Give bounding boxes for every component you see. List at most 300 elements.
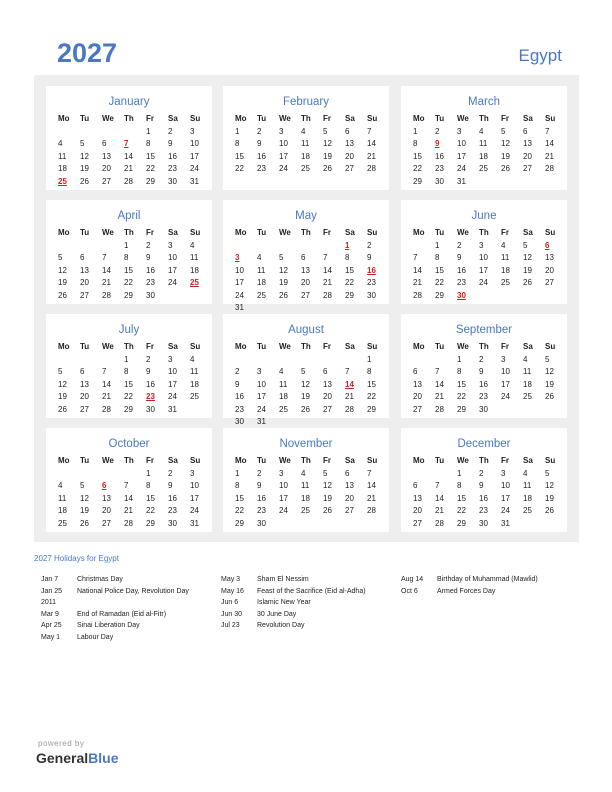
day: 19 — [279, 278, 288, 287]
month-march — [401, 86, 567, 190]
day: 13 — [323, 379, 332, 389]
weekday-label: Tu — [80, 228, 90, 237]
weekday-label: Mo — [58, 114, 70, 123]
day: 7 — [102, 367, 107, 376]
day: 16 — [479, 379, 488, 389]
weekday-label: Tu — [257, 114, 267, 123]
empty-cell — [78, 468, 100, 481]
day: 3 — [190, 468, 195, 478]
day: 3 — [501, 354, 506, 364]
day: 26 — [523, 278, 532, 287]
day: 24 — [190, 164, 199, 173]
weekday-label: Mo — [58, 456, 70, 465]
weekday-label: Th — [301, 342, 311, 351]
day: 22 — [435, 278, 444, 287]
weekday-label: Su — [545, 342, 556, 351]
day: 6 — [413, 481, 418, 490]
day: 22 — [235, 506, 244, 515]
day: 4 — [58, 481, 63, 490]
day: 26 — [80, 518, 89, 528]
day: 3 — [457, 126, 462, 136]
day: 13 — [413, 493, 422, 503]
holiday-day: 6 — [545, 240, 550, 250]
day: 5 — [58, 367, 63, 376]
day: 9 — [146, 253, 151, 262]
month-october — [46, 428, 212, 532]
day: 16 — [479, 493, 488, 503]
day: 27 — [545, 278, 554, 287]
day: 27 — [523, 164, 532, 173]
weekday-label: Sa — [345, 456, 355, 465]
day: 20 — [80, 278, 89, 287]
day: 20 — [80, 392, 89, 401]
holiday-day: 14 — [345, 379, 354, 389]
day: 18 — [523, 493, 532, 503]
day: 28 — [124, 176, 133, 186]
day: 16 — [257, 493, 266, 503]
day: 11 — [523, 367, 532, 376]
empty-cell — [122, 126, 144, 139]
day: 20 — [345, 493, 354, 503]
day: 17 — [190, 493, 199, 503]
weekday-label: Th — [124, 228, 134, 237]
weekday-label: Sa — [523, 114, 533, 123]
day: 26 — [323, 164, 332, 173]
day: 7 — [102, 253, 107, 262]
empty-cell — [100, 240, 122, 253]
day: 10 — [501, 481, 510, 490]
weekday-label: Tu — [435, 228, 445, 237]
day: 21 — [367, 493, 376, 503]
day: 27 — [102, 518, 111, 528]
holiday-row — [401, 586, 538, 598]
holiday-day: 1 — [345, 240, 350, 250]
day: 11 — [190, 367, 199, 376]
day: 14 — [367, 481, 376, 490]
day: 7 — [345, 367, 350, 376]
weekday-label: Tu — [257, 456, 267, 465]
day: 5 — [323, 126, 328, 136]
day: 20 — [323, 392, 332, 401]
day: 3 — [190, 126, 195, 136]
day: 18 — [257, 278, 266, 287]
day: 3 — [279, 126, 284, 136]
day: 8 — [367, 367, 372, 376]
day: 13 — [102, 493, 111, 503]
weekday-label: Mo — [235, 114, 247, 123]
day: 18 — [190, 379, 199, 389]
day: 3 — [501, 468, 506, 478]
day: 23 — [479, 392, 488, 401]
day: 9 — [257, 481, 262, 490]
day: 26 — [58, 404, 67, 414]
day: 15 — [345, 265, 354, 275]
day: 18 — [279, 392, 288, 401]
day: 7 — [323, 253, 328, 262]
weekday-label: Tu — [80, 456, 90, 465]
day: 2 — [479, 354, 484, 364]
weekday-label: Fr — [501, 342, 509, 351]
day: 17 — [168, 265, 177, 275]
holiday-name: Sham El Nessim — [257, 576, 309, 583]
day: 22 — [146, 164, 155, 173]
day: 8 — [457, 367, 462, 376]
weekday-label: Tu — [257, 228, 267, 237]
holiday-date: Jan 7 — [41, 576, 59, 583]
day: 1 — [413, 126, 418, 136]
weekday-label: We — [102, 228, 114, 237]
day: 18 — [501, 265, 510, 275]
holiday-date: Jan 25 — [41, 587, 63, 595]
day: 5 — [80, 139, 85, 148]
day: 25 — [58, 518, 67, 528]
day: 30 — [257, 518, 266, 528]
day: 15 — [235, 493, 244, 503]
day: 11 — [58, 493, 67, 503]
calendar-panel — [34, 75, 579, 542]
holiday-day: 23 — [146, 392, 155, 401]
month-january — [46, 86, 212, 190]
day: 23 — [435, 164, 444, 173]
day: 6 — [345, 468, 350, 478]
month-grid — [233, 227, 387, 315]
weekday-label: Tu — [80, 342, 90, 351]
day: 6 — [301, 253, 306, 262]
day: 2 — [146, 354, 151, 364]
month-name: May — [295, 210, 317, 222]
day: 6 — [323, 367, 328, 376]
day: 19 — [301, 392, 310, 401]
day: 12 — [545, 481, 554, 490]
weekday-label: Sa — [168, 456, 178, 465]
day: 15 — [146, 151, 155, 161]
day: 16 — [168, 151, 177, 161]
day: 13 — [301, 265, 310, 275]
day: 17 — [279, 493, 288, 503]
day: 1 — [235, 126, 240, 136]
day: 2 — [257, 468, 262, 478]
weekday-label: Sa — [168, 342, 178, 351]
day: 20 — [413, 392, 422, 401]
day: 7 — [367, 126, 372, 136]
month-grid — [56, 341, 210, 416]
day: 4 — [501, 240, 506, 250]
day: 24 — [279, 164, 288, 173]
day: 4 — [279, 367, 284, 376]
day: 16 — [235, 392, 244, 401]
holidays-title: 2027 Holidays for Egypt — [34, 554, 119, 563]
day: 21 — [102, 278, 111, 287]
weekday-label: Th — [124, 456, 134, 465]
day: 24 — [235, 290, 244, 300]
weekday-label: Su — [190, 342, 201, 351]
day: 22 — [124, 392, 133, 401]
weekday-label: We — [279, 228, 291, 237]
day: 19 — [545, 379, 554, 389]
empty-cell — [56, 468, 78, 481]
month-name: November — [279, 438, 333, 450]
day: 19 — [323, 151, 332, 161]
month-june — [401, 200, 567, 304]
weekday-label: Mo — [413, 342, 425, 351]
weekday-label: Fr — [146, 342, 154, 351]
holiday-column-2 — [221, 574, 366, 632]
weekday-label: Th — [479, 114, 489, 123]
holiday-row — [221, 597, 366, 609]
day: 1 — [124, 354, 129, 364]
day: 29 — [235, 518, 244, 528]
day: 2 — [168, 468, 173, 478]
day: 10 — [479, 253, 488, 262]
weekday-label: Sa — [345, 114, 355, 123]
day: 14 — [413, 265, 422, 275]
day: 11 — [279, 379, 288, 389]
logo-text-general: General — [36, 750, 89, 766]
day: 19 — [523, 265, 532, 275]
day: 3 — [279, 468, 284, 478]
day: 17 — [235, 278, 244, 287]
day: 14 — [435, 493, 444, 503]
day: 20 — [545, 265, 554, 275]
day: 9 — [146, 367, 151, 376]
day: 14 — [124, 151, 133, 161]
day: 1 — [146, 126, 151, 136]
day: 10 — [190, 139, 199, 148]
day: 28 — [345, 404, 354, 414]
day: 16 — [168, 493, 177, 503]
day: 29 — [435, 290, 444, 300]
day: 17 — [168, 379, 177, 389]
day: 22 — [345, 278, 354, 287]
day: 15 — [457, 379, 466, 389]
month-name: March — [468, 96, 500, 108]
day: 30 — [146, 404, 155, 414]
day: 20 — [523, 151, 532, 161]
day: 8 — [235, 481, 240, 490]
weekday-label: Sa — [523, 342, 533, 351]
day: 2 — [457, 240, 462, 250]
holiday-date: Oct 6 — [401, 587, 418, 595]
day: 2 — [435, 126, 440, 136]
day: 27 — [413, 404, 422, 414]
weekday-label: Th — [301, 114, 311, 123]
weekday-label: Th — [124, 342, 134, 351]
day: 26 — [545, 506, 554, 515]
holiday-day: 9 — [435, 139, 440, 148]
empty-cell — [277, 240, 299, 253]
day: 25 — [523, 506, 532, 515]
holiday-row — [41, 597, 189, 609]
day: 10 — [501, 367, 510, 376]
holiday-row — [221, 620, 366, 632]
day: 15 — [124, 379, 133, 389]
holiday-date: Apr 25 — [41, 622, 62, 630]
day: 16 — [457, 265, 466, 275]
day: 23 — [235, 404, 244, 414]
holiday-name: Revolution Day — [257, 622, 305, 630]
empty-cell — [411, 240, 433, 253]
day: 24 — [168, 278, 177, 287]
weekday-label: Su — [190, 228, 201, 237]
day: 4 — [190, 240, 195, 250]
weekday-label: Fr — [501, 114, 509, 123]
holiday-date: 2011 — [41, 599, 57, 607]
day: 29 — [124, 290, 133, 300]
weekday-label: We — [279, 114, 291, 123]
day: 22 — [124, 278, 133, 287]
day: 5 — [80, 481, 85, 490]
day: 5 — [58, 253, 63, 262]
day: 6 — [102, 139, 107, 148]
empty-cell — [299, 240, 321, 253]
holiday-date: May 16 — [221, 587, 244, 595]
logo-text-blue: Blue — [88, 750, 119, 766]
day: 10 — [457, 139, 466, 148]
day: 25 — [190, 392, 199, 401]
weekday-label: Su — [367, 342, 378, 351]
day: 30 — [479, 518, 488, 528]
weekday-label: Th — [301, 228, 311, 237]
empty-cell — [78, 354, 100, 367]
weekday-label: We — [102, 114, 114, 123]
holiday-name: Sinai Liberation Day — [77, 622, 140, 630]
weekday-label: Fr — [146, 228, 154, 237]
day: 10 — [168, 367, 177, 376]
day: 20 — [102, 164, 111, 173]
day: 22 — [413, 164, 422, 173]
weekday-label: Mo — [58, 342, 70, 351]
day: 9 — [168, 481, 173, 490]
holiday-date: May 1 — [41, 633, 61, 641]
day: 10 — [190, 481, 199, 490]
day: 3 — [479, 240, 484, 250]
day: 8 — [457, 481, 462, 490]
weekday-label: Th — [479, 456, 489, 465]
day: 28 — [102, 404, 111, 414]
empty-cell — [255, 354, 277, 367]
day: 14 — [545, 139, 554, 148]
day: 13 — [523, 139, 532, 148]
weekday-label: Fr — [323, 456, 331, 465]
day: 22 — [235, 164, 244, 173]
day: 18 — [58, 506, 67, 515]
empty-cell — [56, 240, 78, 253]
holiday-day: 30 — [457, 290, 466, 300]
holiday-name: Birthday of Muhammad (Mawlid) — [437, 576, 538, 583]
day: 1 — [235, 468, 240, 478]
day: 31 — [457, 176, 466, 186]
day: 5 — [523, 240, 528, 250]
day: 19 — [58, 392, 67, 401]
day: 24 — [479, 278, 488, 287]
month-name: January — [108, 96, 150, 108]
day: 13 — [413, 379, 422, 389]
month-name: February — [282, 96, 330, 108]
day: 11 — [501, 253, 510, 262]
day: 11 — [190, 253, 199, 262]
month-name: June — [471, 210, 497, 222]
day: 3 — [168, 240, 173, 250]
day: 8 — [124, 253, 129, 262]
day: 16 — [435, 151, 444, 161]
day: 20 — [102, 506, 111, 515]
day: 23 — [168, 164, 177, 173]
day: 6 — [413, 367, 418, 376]
day: 1 — [146, 468, 151, 478]
day: 19 — [501, 151, 510, 161]
holiday-row — [41, 574, 189, 586]
day: 24 — [257, 404, 266, 414]
day: 19 — [545, 493, 554, 503]
weekday-label: Sa — [345, 342, 355, 351]
day: 29 — [146, 176, 155, 186]
holiday-name: Labour Day — [77, 633, 114, 641]
day: 21 — [435, 506, 444, 515]
day: 10 — [279, 139, 288, 148]
day: 14 — [435, 379, 444, 389]
day: 16 — [146, 379, 155, 389]
empty-cell — [100, 354, 122, 367]
holiday-row — [221, 586, 366, 598]
day: 28 — [413, 290, 422, 300]
holiday-date: Jun 30 — [221, 610, 243, 618]
weekday-label: Fr — [501, 456, 509, 465]
weekday-label: Mo — [413, 114, 425, 123]
day: 5 — [545, 468, 550, 478]
holiday-day: 7 — [124, 139, 129, 148]
day: 1 — [457, 468, 462, 478]
day: 7 — [367, 468, 372, 478]
weekday-label: Mo — [235, 456, 247, 465]
powered-by-text: powered by — [38, 739, 85, 748]
weekday-label: Sa — [523, 228, 533, 237]
day: 31 — [190, 176, 199, 186]
empty-cell — [122, 468, 144, 481]
weekday-label: Tu — [435, 342, 445, 351]
month-grid — [56, 227, 210, 302]
day: 25 — [257, 290, 266, 300]
empty-cell — [56, 354, 78, 367]
day: 8 — [235, 139, 240, 148]
day: 24 — [190, 506, 199, 515]
day: 4 — [479, 126, 484, 136]
day: 1 — [367, 354, 372, 364]
month-grid — [411, 455, 565, 530]
day: 2 — [367, 240, 372, 250]
month-grid — [411, 341, 565, 416]
day: 10 — [235, 265, 244, 275]
day: 17 — [457, 151, 466, 161]
empty-cell — [411, 354, 433, 367]
month-december — [401, 428, 567, 532]
day: 27 — [413, 518, 422, 528]
day: 30 — [435, 176, 444, 186]
day: 23 — [257, 506, 266, 515]
holiday-date: Aug 14 — [401, 576, 424, 583]
day: 25 — [501, 278, 510, 287]
day: 10 — [257, 379, 266, 389]
day: 28 — [367, 506, 376, 515]
weekday-label: Su — [545, 228, 556, 237]
day: 8 — [146, 481, 151, 490]
day: 26 — [301, 404, 310, 414]
day: 4 — [523, 468, 528, 478]
weekday-label: We — [457, 114, 469, 123]
weekday-label: We — [457, 228, 469, 237]
day: 9 — [479, 481, 484, 490]
empty-cell — [433, 468, 455, 481]
day: 2 — [479, 468, 484, 478]
